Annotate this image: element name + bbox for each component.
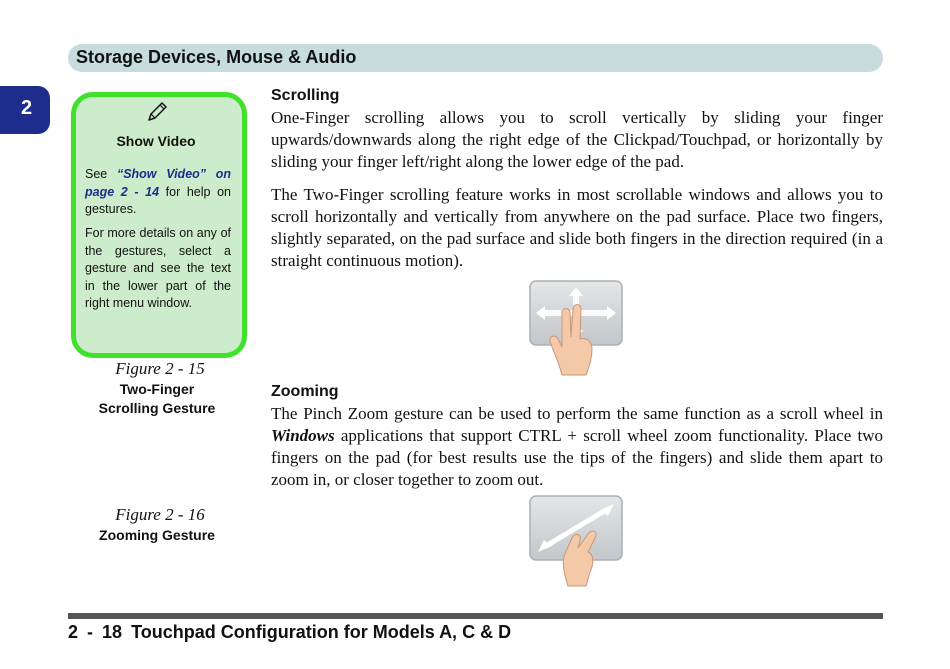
note-text: See: [85, 167, 117, 181]
show-video-link[interactable]: “Show Video” on page 2 - 14: [85, 167, 231, 199]
scrolling-paragraph-1: One-Finger scrolling allows you to scroll vertically by sliding your finger upwards/downwards along the right edge of the Clickpad/Touchpad, or horizontally by sliding your finger left/right along the lower edge of the pad.: [271, 108, 883, 171]
footer-page-separator: -: [87, 622, 94, 642]
figure-caption: Scrolling Gesture: [98, 400, 216, 416]
figure-caption: Zooming Gesture: [99, 527, 215, 543]
scrolling-paragraph-2: The Two-Finger scrolling feature works in most scrollable windows and allows you to scroll horizontally and vertically from anywhere on the pad surface. Place two fingers, slightly separated, on the pad surface and slide both fingers in the direction required (in a straight continuous motion).: [271, 185, 883, 270]
note-paragraph-2: For more details on any of the gestures, select a gesture and see the text in the lower part of the right menu window.: [85, 226, 231, 310]
footer-title: Touchpad Configuration for Models A, C & D: [131, 622, 512, 642]
note-text: for help on gestures.: [85, 184, 231, 216]
zooming-text: The Pinch Zoom gesture can be used to perform the same function as a scroll wheel in: [271, 404, 883, 423]
footer-page-number: 18: [102, 622, 123, 642]
windows-term: Windows: [271, 426, 335, 445]
page-header-title: Storage Devices, Mouse & Audio: [76, 47, 357, 67]
note-paragraph-1: [85, 166, 231, 219]
note-title: Show Video: [116, 133, 196, 149]
section-heading-scrolling: Scrolling: [271, 87, 340, 104]
pen-icon: [145, 100, 169, 124]
page-footer: [68, 622, 515, 643]
zooming-paragraph: [271, 403, 883, 491]
footer-rule: [68, 613, 883, 619]
two-finger-scroll-illustration: [528, 279, 626, 377]
zooming-text: applications that support CTRL + scroll wheel zoom functionality. Place two fingers on the pad (for best results use the tips of the fingers) and slide them apart to zoom in, or closer together to zoom out.: [271, 426, 883, 489]
chapter-number: 2: [21, 97, 33, 119]
pinch-zoom-illustration: [528, 494, 626, 588]
figure-caption: Two-Finger: [119, 381, 195, 397]
footer-page-chapter: 2: [68, 622, 79, 642]
section-heading-zooming: Zooming: [271, 383, 339, 400]
figure-label: Figure 2 - 16: [115, 505, 205, 524]
figure-label: Figure 2 - 15: [115, 359, 205, 378]
